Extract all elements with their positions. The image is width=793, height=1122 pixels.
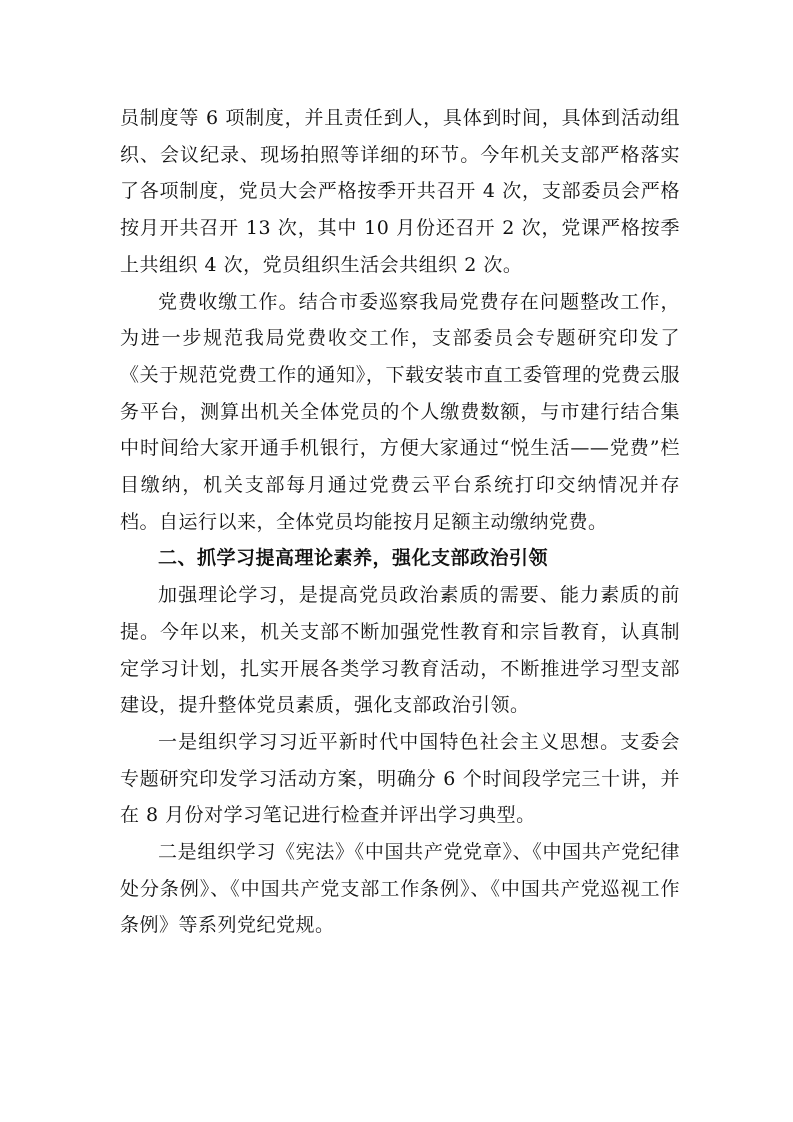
section-heading-study: 二、抓学习提高理论素养，强化支部政治引领	[158, 547, 549, 570]
paragraph-theory-study: 加强理论学习，是提高党员政治素质的需要、能力素质的前提。今年以来，机关支部不断加强党性教育和宗旨教育，认真制定学习计划，扎实开展各类学习教育活动，不断推进学习型支部建设，提升整体党员素质，强化支部政治引领。	[120, 584, 680, 717]
paragraph-study-item-1: 一是组织学习习近平新时代中国特色社会主义思想。支委会专题研究印发学习活动方案，明确分 6 个时间段学完三十讲，并在 8 月份对学习笔记进行检查并评出学习典型。	[120, 730, 680, 827]
paragraph-system-implementation: 员制度等 6 项制度，并且责任到人，具体到时间，具体到活动组织、会议纪录、现场拍照等详细的环节。今年机关支部严格落实了各项制度，党员大会严格按季开共召开 4 次，支部委员会严格按月开共召开 13 次，其中 10 月份还召开 2 次，党课严格按季上共组织 4 次，党员组织生活会共组织 2 次。	[120, 107, 680, 276]
document-body	[120, 100, 680, 944]
paragraph-study-item-2: 二是组织学习《宪法》《中国共产党党章》、《中国共产党纪律处分条例》、《中国共产党支部工作条例》、《中国共产党巡视工作条例》等系列党纪党规。	[120, 841, 680, 937]
paragraph-party-dues: 党费收缴工作。结合市委巡察我局党费存在问题整改工作，为进一步规范我局党费收交工作，支部委员会专题研究印发了《关于规范党费工作的通知》，下载安装市直工委管理的党费云服务平台，测算出机关全体党员的个人缴费数额，与市建行结合集中时间给大家开通手机银行，方便大家通过“悦生活——党费”栏目缴纳，机关支部每月通过党费云平台系统打印交纳情况并存档。自运行以来，全体党员均能按月足额主动缴纳党费。	[120, 290, 680, 533]
